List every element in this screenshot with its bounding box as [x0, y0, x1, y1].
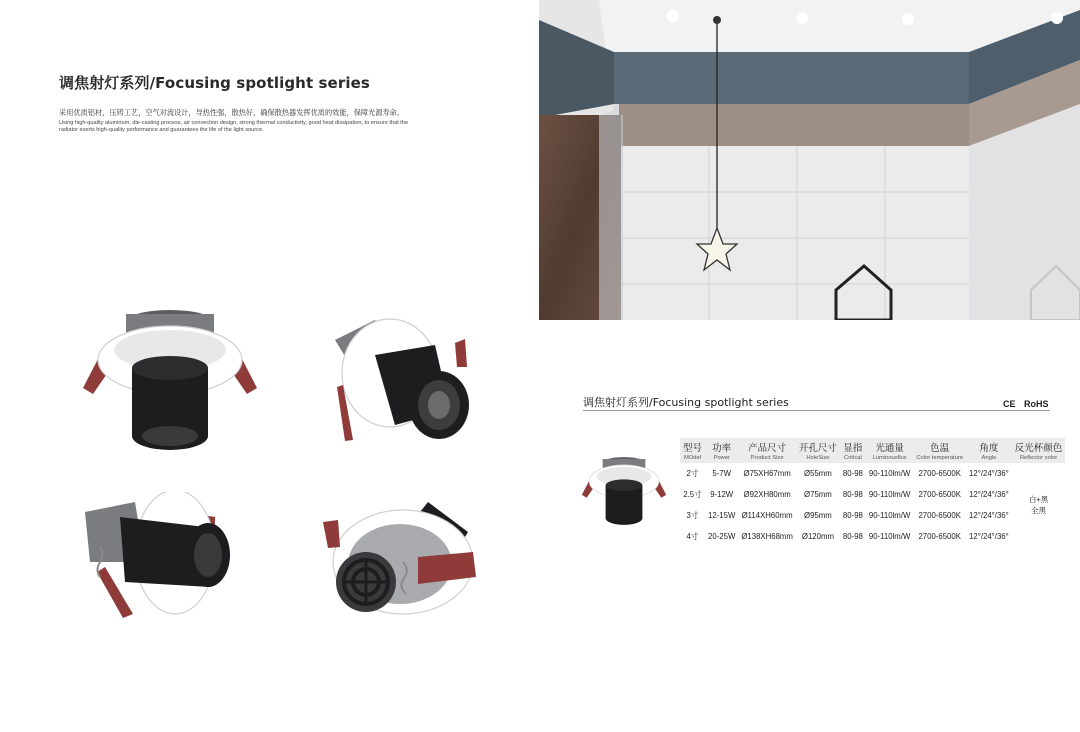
cell-hole-size: Ø55mm: [804, 469, 832, 478]
cell-cri: 80-98: [842, 490, 863, 499]
cell-hole-size: Ø75mm: [804, 490, 832, 499]
spotlight-render-tilted: [315, 315, 485, 445]
cell-cri: 80-98: [842, 532, 863, 541]
cell-angle: 12°/24°/36°: [969, 511, 1009, 520]
cell-angle: 12°/24°/36°: [969, 469, 1009, 478]
col-header-hole-size: 开孔尺寸 HoleSize: [796, 438, 840, 463]
col-header-product-size: 产品尺寸 Product Size: [738, 438, 796, 463]
cell-power: 12-15W: [708, 511, 736, 520]
cell-reflector-color: [1012, 463, 1066, 547]
description-en: Using high-quality aluminum, die-casting process, air convection design, strong thermal conductivity, good heat dissipation, to ensure that the radiator exerts high-quality performance and guarantees the life of the light source.: [59, 120, 409, 134]
cell-model: 2寸: [686, 469, 699, 478]
spotlight-thumbnail: [578, 452, 670, 530]
spec-header-row: [680, 438, 1065, 463]
reflector-option: 白+黑: [1028, 495, 1049, 504]
spec-table: [680, 438, 1065, 547]
cell-luminous-flux: 90-110lm/W: [868, 490, 911, 499]
cell-color-temp: 2700-6500K: [918, 532, 961, 541]
cell-power: 5-7W: [712, 469, 731, 478]
cell-color-temp: 2700-6500K: [918, 469, 961, 478]
col-header-luminous-flux: 光通量 Luminousflux: [866, 438, 913, 463]
cell-model: 4寸: [686, 532, 699, 541]
interior-photo: [539, 0, 1080, 320]
cell-product-size: Ø75XH67mm: [743, 469, 791, 478]
cell-luminous-flux: 90-110lm/W: [868, 469, 911, 478]
col-header-cri: 显指 Critical: [840, 438, 866, 463]
cell-product-size: Ø92XH80mm: [743, 490, 791, 499]
cell-cri: 80-98: [842, 469, 863, 478]
cell-power: 20-25W: [708, 532, 736, 541]
cell-product-size: Ø138XH68mm: [741, 532, 793, 541]
cell-color-temp: 2700-6500K: [918, 511, 961, 520]
spec-section-title: 调焦射灯系列/Focusing spotlight series: [583, 396, 789, 409]
cell-angle: 12°/24°/36°: [969, 490, 1009, 499]
cell-luminous-flux: 90-110lm/W: [868, 532, 911, 541]
table-row: [680, 505, 1065, 526]
spotlight-render-front: [75, 300, 265, 460]
spotlight-render-side: [75, 492, 245, 622]
col-header-angle: 角度 Angle: [966, 438, 1012, 463]
cell-luminous-flux: 90-110lm/W: [868, 511, 911, 520]
col-header-model: 型号 MOdel: [680, 438, 705, 463]
rohs-mark: RoHS: [1024, 399, 1049, 409]
cell-hole-size: Ø95mm: [804, 511, 832, 520]
cell-product-size: Ø114XH60mm: [741, 511, 793, 520]
spec-divider: [583, 410, 1050, 411]
cell-angle: 12°/24°/36°: [969, 532, 1009, 541]
table-row: [680, 484, 1065, 505]
ce-mark: CE: [1003, 399, 1016, 409]
cell-model: 2.5寸: [683, 490, 702, 499]
reflector-option: 全黑: [1031, 506, 1047, 515]
col-header-reflector: 反光杯颜色 Reflector color: [1012, 438, 1066, 463]
cell-cri: 80-98: [842, 511, 863, 520]
cell-power: 9-12W: [710, 490, 734, 499]
cell-model: 3寸: [686, 511, 699, 520]
col-header-power: 功率 Power: [705, 438, 738, 463]
spotlight-render-back: [318, 492, 488, 622]
col-header-color-temp: 色温 Color temperature: [913, 438, 966, 463]
cell-hole-size: Ø120mm: [801, 532, 834, 541]
page-title: 调焦射灯系列/Focusing spotlight series: [59, 74, 370, 92]
description-cn: 采用优质铝材，压铸工艺，空气对流设计，导热性强，散热好，确保散热器发挥优质的效能，保障光源寿命。: [59, 108, 405, 117]
table-row: [680, 463, 1065, 484]
table-row: [680, 526, 1065, 547]
cell-color-temp: 2700-6500K: [918, 490, 961, 499]
ceiling-light-icon: [667, 10, 679, 22]
